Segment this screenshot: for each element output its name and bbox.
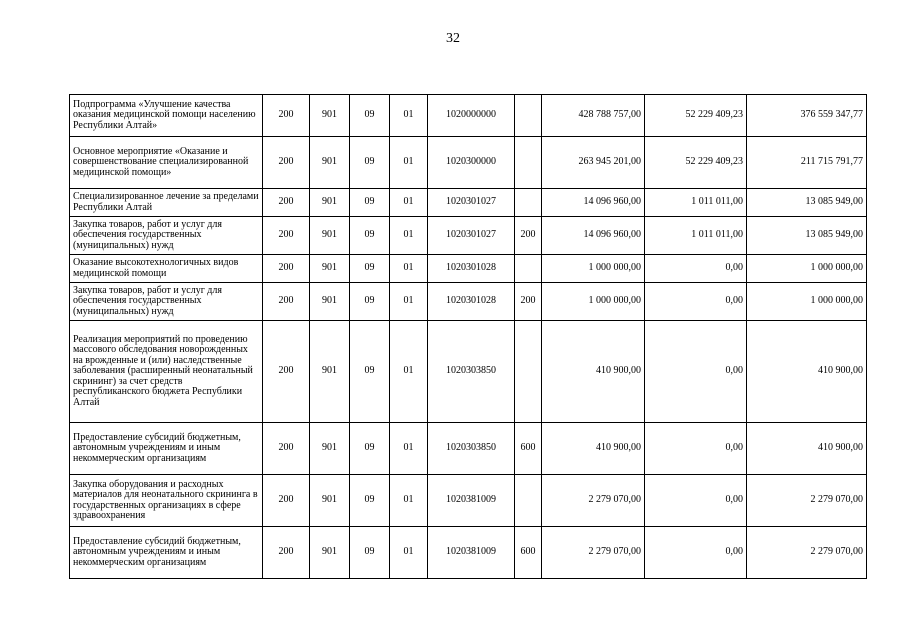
ministry-code: 901 xyxy=(310,283,350,321)
target-code: 1020301028 xyxy=(428,255,515,283)
amount-2: 0,00 xyxy=(645,283,747,321)
amount-1: 1 000 000,00 xyxy=(542,283,645,321)
expense-type-code xyxy=(515,475,542,527)
subsection-code: 01 xyxy=(390,217,428,255)
ministry-code: 901 xyxy=(310,423,350,475)
ministry-code: 901 xyxy=(310,189,350,217)
admin-code: 200 xyxy=(263,95,310,137)
amount-3: 2 279 070,00 xyxy=(747,475,867,527)
ministry-code: 901 xyxy=(310,475,350,527)
row-name: Предоставление субсидий бюджетным, автономным учреждениям и иным некоммерческим организациям xyxy=(70,423,263,475)
amount-2: 1 011 011,00 xyxy=(645,189,747,217)
ministry-code: 901 xyxy=(310,255,350,283)
admin-code: 200 xyxy=(263,321,310,423)
ministry-code: 901 xyxy=(310,217,350,255)
amount-3: 1 000 000,00 xyxy=(747,283,867,321)
subsection-code: 01 xyxy=(390,283,428,321)
admin-code: 200 xyxy=(263,137,310,189)
row-name: Специализированное лечение за пределами Республики Алтай xyxy=(70,189,263,217)
amount-1: 2 279 070,00 xyxy=(542,475,645,527)
amount-2: 52 229 409,23 xyxy=(645,95,747,137)
expense-type-code: 200 xyxy=(515,283,542,321)
section-code: 09 xyxy=(350,217,390,255)
ministry-code: 901 xyxy=(310,527,350,579)
row-name: Оказание высокотехнологичных видов медицинской помощи xyxy=(70,255,263,283)
expense-type-code xyxy=(515,137,542,189)
section-code: 09 xyxy=(350,527,390,579)
section-code: 09 xyxy=(350,321,390,423)
row-name: Реализация мероприятий по проведению массового обследования новорожденных на врожденные и (или) наследственные заболевания (расширенный неонатальный скрининг) за счет средств республиканского бюджета Республики Алтай xyxy=(70,321,263,423)
section-code: 09 xyxy=(350,475,390,527)
admin-code: 200 xyxy=(263,189,310,217)
amount-3: 2 279 070,00 xyxy=(747,527,867,579)
row-name: Закупка товаров, работ и услуг для обеспечения государственных (муниципальных) нужд xyxy=(70,217,263,255)
subsection-code: 01 xyxy=(390,137,428,189)
subsection-code: 01 xyxy=(390,527,428,579)
table-row xyxy=(70,95,867,137)
amount-1: 14 096 960,00 xyxy=(542,217,645,255)
section-code: 09 xyxy=(350,283,390,321)
expense-type-code xyxy=(515,189,542,217)
amount-3: 13 085 949,00 xyxy=(747,189,867,217)
target-code: 1020381009 xyxy=(428,475,515,527)
amount-1: 428 788 757,00 xyxy=(542,95,645,137)
expense-type-code: 200 xyxy=(515,217,542,255)
amount-1: 410 900,00 xyxy=(542,423,645,475)
subsection-code: 01 xyxy=(390,423,428,475)
admin-code: 200 xyxy=(263,527,310,579)
section-code: 09 xyxy=(350,137,390,189)
subsection-code: 01 xyxy=(390,95,428,137)
amount-3: 211 715 791,77 xyxy=(747,137,867,189)
ministry-code: 901 xyxy=(310,321,350,423)
amount-1: 2 279 070,00 xyxy=(542,527,645,579)
amount-2: 0,00 xyxy=(645,255,747,283)
expense-type-code: 600 xyxy=(515,527,542,579)
row-name: Закупка товаров, работ и услуг для обеспечения государственных (муниципальных) нужд xyxy=(70,283,263,321)
amount-1: 410 900,00 xyxy=(542,321,645,423)
target-code: 1020300000 xyxy=(428,137,515,189)
amount-2: 0,00 xyxy=(645,321,747,423)
section-code: 09 xyxy=(350,255,390,283)
subsection-code: 01 xyxy=(390,321,428,423)
amount-3: 410 900,00 xyxy=(747,321,867,423)
table-row xyxy=(70,137,867,189)
ministry-code: 901 xyxy=(310,137,350,189)
row-name: Предоставление субсидий бюджетным, автономным учреждениям и иным некоммерческим организациям xyxy=(70,527,263,579)
amount-3: 410 900,00 xyxy=(747,423,867,475)
table-row xyxy=(70,189,867,217)
amount-3: 1 000 000,00 xyxy=(747,255,867,283)
amount-1: 263 945 201,00 xyxy=(542,137,645,189)
table-row xyxy=(70,527,867,579)
admin-code: 200 xyxy=(263,283,310,321)
target-code: 1020301027 xyxy=(428,189,515,217)
budget-table xyxy=(69,94,867,579)
target-code: 1020303850 xyxy=(428,321,515,423)
amount-1: 14 096 960,00 xyxy=(542,189,645,217)
table-row xyxy=(70,255,867,283)
amount-2: 0,00 xyxy=(645,475,747,527)
amount-2: 52 229 409,23 xyxy=(645,137,747,189)
section-code: 09 xyxy=(350,95,390,137)
amount-2: 0,00 xyxy=(645,423,747,475)
admin-code: 200 xyxy=(263,217,310,255)
target-code: 1020303850 xyxy=(428,423,515,475)
amount-2: 1 011 011,00 xyxy=(645,217,747,255)
target-code: 1020301028 xyxy=(428,283,515,321)
target-code: 1020381009 xyxy=(428,527,515,579)
section-code: 09 xyxy=(350,189,390,217)
expense-type-code: 600 xyxy=(515,423,542,475)
table-row xyxy=(70,475,867,527)
expense-type-code xyxy=(515,255,542,283)
section-code: 09 xyxy=(350,423,390,475)
amount-3: 13 085 949,00 xyxy=(747,217,867,255)
target-code: 1020301027 xyxy=(428,217,515,255)
admin-code: 200 xyxy=(263,423,310,475)
admin-code: 200 xyxy=(263,475,310,527)
target-code: 1020000000 xyxy=(428,95,515,137)
amount-2: 0,00 xyxy=(645,527,747,579)
amount-3: 376 559 347,77 xyxy=(747,95,867,137)
expense-type-code xyxy=(515,321,542,423)
row-name: Основное мероприятие «Оказание и совершенствование специализированной медицинской помощи» xyxy=(70,137,263,189)
table-row xyxy=(70,423,867,475)
table-row xyxy=(70,217,867,255)
page-number: 32 xyxy=(446,31,460,46)
ministry-code: 901 xyxy=(310,95,350,137)
expense-type-code xyxy=(515,95,542,137)
admin-code: 200 xyxy=(263,255,310,283)
table-row xyxy=(70,321,867,423)
row-name: Подпрограмма «Улучшение качества оказания медицинской помощи населению Республики Алтай» xyxy=(70,95,263,137)
subsection-code: 01 xyxy=(390,255,428,283)
amount-1: 1 000 000,00 xyxy=(542,255,645,283)
table-row xyxy=(70,283,867,321)
subsection-code: 01 xyxy=(390,189,428,217)
subsection-code: 01 xyxy=(390,475,428,527)
row-name: Закупка оборудования и расходных материалов для неонатального скрининга в государственных организациях в сфере здравоохранения xyxy=(70,475,263,527)
